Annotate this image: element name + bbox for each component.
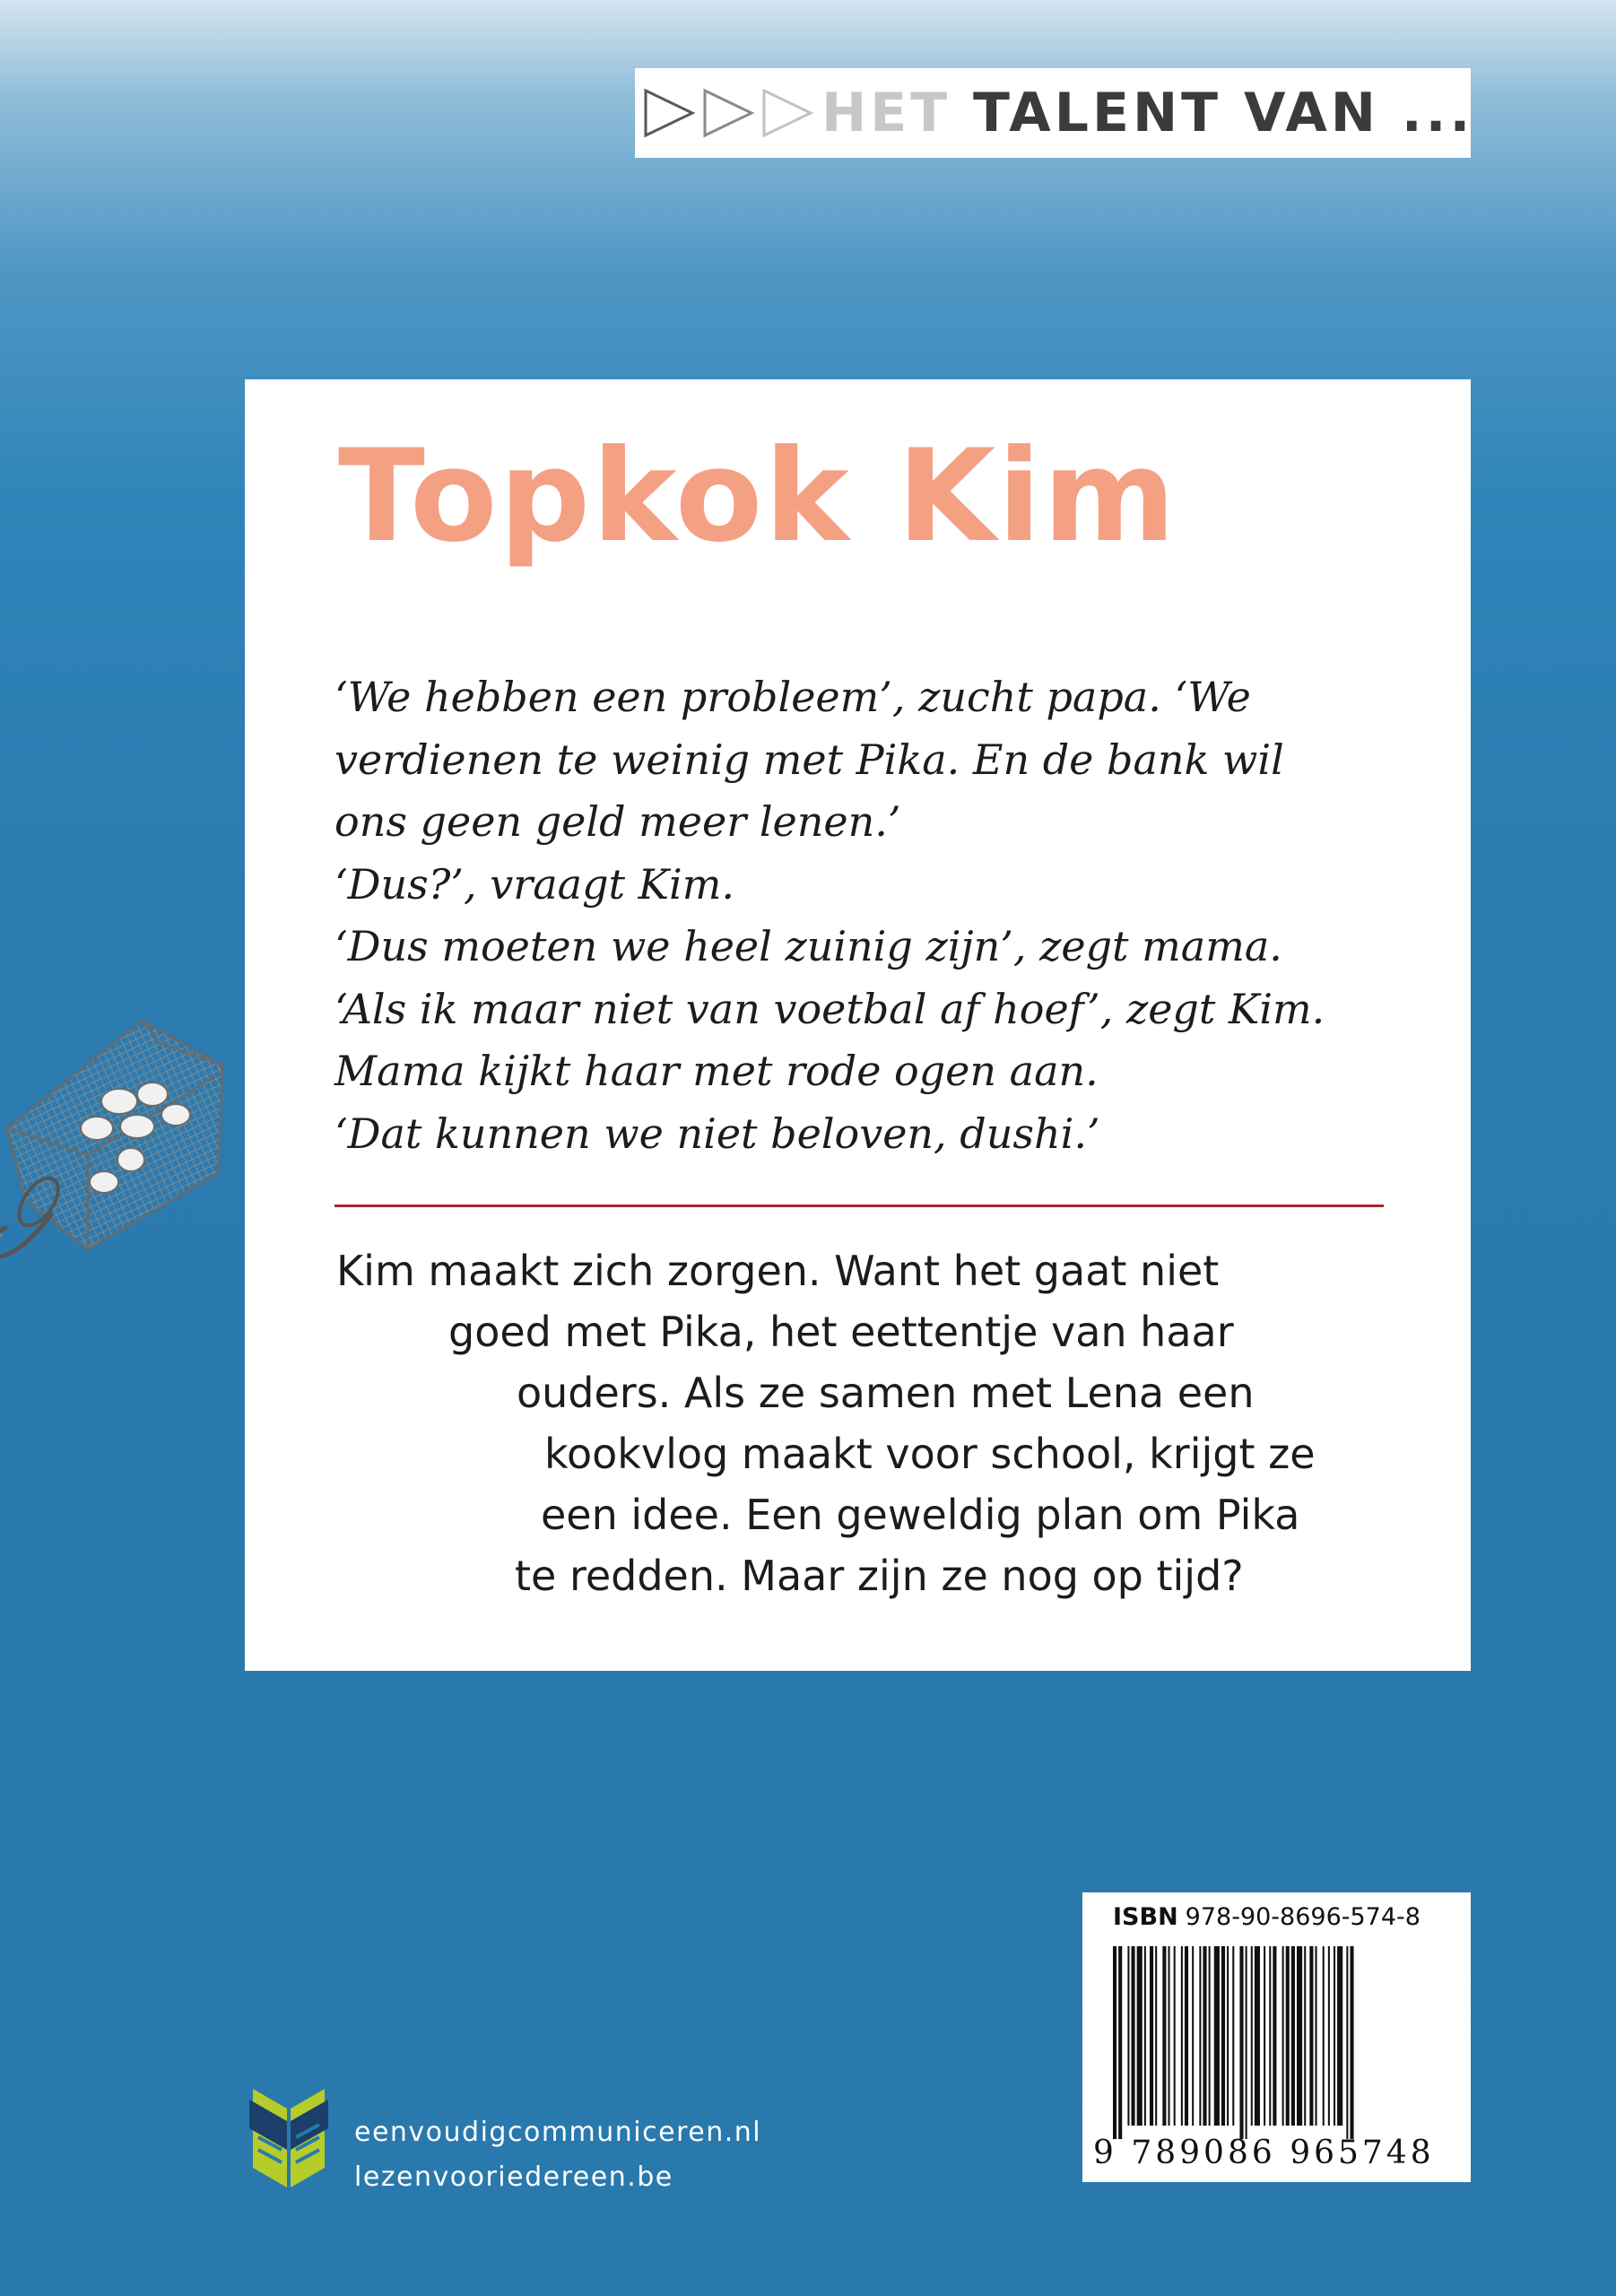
blurb-line: een idee. Een geweldig plan om Pika bbox=[541, 1491, 1300, 1539]
blurb-line: ouders. Als ze samen met Lena een bbox=[517, 1369, 1255, 1417]
excerpt bbox=[334, 666, 1429, 1165]
barcode-bar bbox=[1350, 1946, 1353, 2139]
barcode-bar bbox=[1174, 1946, 1176, 2126]
barcode-bar bbox=[1286, 1946, 1290, 2126]
barcode-bar bbox=[1137, 1946, 1142, 2126]
barcode-bar bbox=[1239, 1946, 1243, 2139]
barcode-bar bbox=[1334, 1946, 1335, 2126]
excerpt-line: ‘We hebben een probleem’, zucht papa. ‘We bbox=[334, 673, 1251, 721]
publisher-site-link[interactable]: lezenvooriedereen.be bbox=[354, 2161, 673, 2193]
series-banner bbox=[635, 68, 1474, 158]
barcode-bar bbox=[1323, 1946, 1325, 2126]
barcode-bar bbox=[1346, 1946, 1348, 2139]
barcode-bar bbox=[1309, 1946, 1313, 2126]
basket-with-potatoes-illustration bbox=[0, 994, 276, 1263]
excerpt-line: ‘Dus moeten we heel zuinig zijn’, zegt mama. bbox=[334, 922, 1282, 970]
isbn-label: ISBN bbox=[1113, 1903, 1178, 1931]
barcode-bar bbox=[1192, 1946, 1194, 2126]
barcode-bar bbox=[1251, 1946, 1253, 2126]
series-title-word-1: HET bbox=[821, 82, 951, 144]
barcode-bar bbox=[1185, 1946, 1188, 2126]
excerpt-line: verdienen te weinig met Pika. En de bank wil bbox=[334, 735, 1284, 784]
barcode-bar bbox=[1113, 1946, 1116, 2139]
barcode-bar bbox=[1255, 1946, 1260, 2126]
barcode-bar bbox=[1209, 1946, 1211, 2126]
barcode-digits: 9 789086 965748 bbox=[1093, 2135, 1435, 2171]
barcode-bar bbox=[1199, 1946, 1201, 2126]
blurb bbox=[245, 1240, 1471, 1635]
blurb-line: goed met Pika, het eettentje van haar bbox=[448, 1308, 1234, 1356]
barcode-bar bbox=[1118, 1946, 1122, 2139]
back-cover-panel bbox=[245, 379, 1471, 1671]
divider-line bbox=[334, 1205, 1384, 1207]
excerpt-line: ‘Als ik maar niet van voetbal af hoef’, zegt Kim. bbox=[334, 984, 1325, 1033]
barcode-bar bbox=[1169, 1946, 1170, 2126]
barcode-bar bbox=[1162, 1946, 1166, 2126]
barcode-bar bbox=[1132, 1946, 1135, 2126]
barcode-bar bbox=[1291, 1946, 1295, 2126]
barcode-bar bbox=[1269, 1946, 1271, 2126]
excerpt-line: ‘Dus?’, vraagt Kim. bbox=[334, 859, 734, 909]
blurb-line: kookvlog maakt voor school, krijgt ze bbox=[544, 1430, 1316, 1478]
barcode-bar bbox=[1150, 1946, 1153, 2126]
barcode-bar bbox=[1337, 1946, 1342, 2126]
book-title: Topkok Kim bbox=[338, 422, 1177, 570]
series-arrows bbox=[640, 85, 818, 141]
barcode-bar bbox=[1181, 1946, 1183, 2126]
barcode-bar bbox=[1214, 1946, 1220, 2126]
barcode-bar bbox=[1232, 1946, 1234, 2126]
barcode-bar bbox=[1304, 1946, 1306, 2126]
play-arrow-outline-icon bbox=[759, 85, 818, 141]
barcode-bar bbox=[1227, 1946, 1229, 2126]
play-arrow-outline-icon bbox=[699, 85, 759, 141]
blurb-line: te redden. Maar zijn ze nog op tijd? bbox=[515, 1552, 1244, 1600]
excerpt-line: ‘Dat kunnen we niet beloven, dushi.’ bbox=[334, 1109, 1100, 1158]
play-arrow-outline-icon bbox=[640, 85, 699, 141]
barcode-bars bbox=[1113, 1946, 1445, 2139]
barcode-bar bbox=[1328, 1946, 1330, 2126]
publisher-site-link[interactable]: eenvoudigcommuniceren.nl bbox=[354, 2117, 762, 2148]
barcode-bar bbox=[1282, 1946, 1284, 2126]
isbn-line bbox=[1113, 1903, 1421, 1931]
publisher-sites bbox=[354, 2110, 761, 2200]
barcode-bar bbox=[1264, 1946, 1265, 2126]
barcode-bar bbox=[1155, 1946, 1157, 2126]
excerpt-line: Mama kijkt haar met rode ogen aan. bbox=[334, 1047, 1099, 1095]
barcode-bar bbox=[1273, 1946, 1276, 2126]
barcode-bar bbox=[1316, 1946, 1317, 2126]
series-title bbox=[821, 82, 1473, 144]
isbn-number: 978-90-8696-574-8 bbox=[1185, 1903, 1421, 1931]
series-title-word-2: TALENT VAN ... bbox=[973, 82, 1474, 144]
barcode-bar bbox=[1246, 1946, 1247, 2139]
barcode-bar bbox=[1297, 1946, 1302, 2126]
barcode bbox=[1082, 1892, 1471, 2182]
barcode-bar bbox=[1203, 1946, 1206, 2126]
excerpt-line: ons geen geld meer lenen.’ bbox=[334, 797, 901, 846]
blurb-line: Kim maakt zich zorgen. Want het gaat niet bbox=[336, 1247, 1220, 1295]
barcode-bar bbox=[1127, 1946, 1129, 2126]
open-book-logo bbox=[248, 2085, 330, 2191]
barcode-bar bbox=[1221, 1946, 1225, 2126]
barcode-bar bbox=[1144, 1946, 1146, 2126]
